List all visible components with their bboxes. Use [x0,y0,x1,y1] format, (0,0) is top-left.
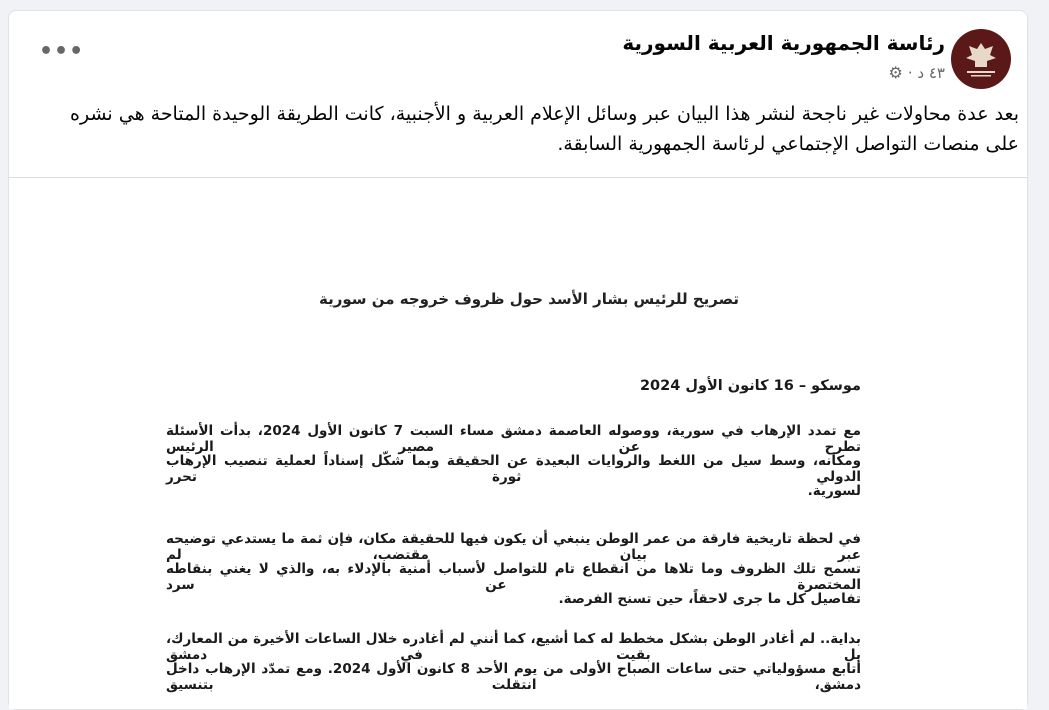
page-name[interactable]: رئاسة الجمهورية العربية السورية [622,31,945,55]
document-line: أتابع مسؤولياتي حتى ساعات الصباح الأولى من يوم الأحد 8 كانون الأول 2024. ومع تمدّد الإرهاب داخل دمشق، انتقلت بتنسيق [166,661,861,693]
statement-document-image[interactable] [9,178,1027,709]
gear-icon[interactable]: ⚙ [888,63,903,82]
document-dateline: موسكو – 16 كانون الأول 2024 [639,378,861,394]
post-message: بعد عدة محاولات غير ناجحة لنشر هذا البيان عبر وسائل الإعلام العربية و الأجنبية، كانت الطريقة الوحيدة المتاحة هي نشره على منصات التواصل الإجتماعي لرئاسة الجمهورية السابقة. [70,103,1019,155]
document-line: مع تمدد الإرهاب في سورية، ووصوله العاصمة دمشق مساء السبت 7 كانون الأول 2024، بدأت الأسئلة تطرح عن مصير الرئيس [166,423,861,455]
post-meta [889,63,945,82]
post-card [8,10,1028,710]
document-line: لسورية. [807,483,861,499]
eagle-emblem-icon [961,39,1001,79]
document-title: تصريح للرئيس بشار الأسد حول ظروف خروجه من سورية [318,290,739,308]
page-avatar[interactable] [951,29,1011,89]
document-line: بداية.. لم أغادر الوطن بشكل مخطط له كما أشيع، كما أنني لم أغادره خلال الساعات الأخيرة من المعارك، بل بقيت في دمشق [166,631,861,663]
post-timestamp[interactable]: ٤٣ د · [907,63,945,82]
document-line: ومكانه، وسط سيل من اللغط والروايات البعيدة عن الحقيقة وبما شكّل إسناداً لعملية تنصيب الإرهاب الدولي ثورة تحرر [166,453,861,485]
document-line: في لحظة تاريخية فارقة من عمر الوطن ينبغي أن يكون فيها للحقيقة مكان، فإن ثمة ما يستدعي توضيحه عبر بيان مقتضب، لم [166,531,861,563]
more-options-button[interactable]: ••• [39,39,85,64]
document-line: تفاصيل كل ما جرى لاحقاً، حين تسنح الفرصة. [558,591,861,607]
document-line: تسمح تلك الظروف وما تلاها من انقطاع تام للتواصل لأسباب أمنية بالإدلاء به، والذي لا يغني بنقاطه المختصرة عن سرد [166,561,861,593]
